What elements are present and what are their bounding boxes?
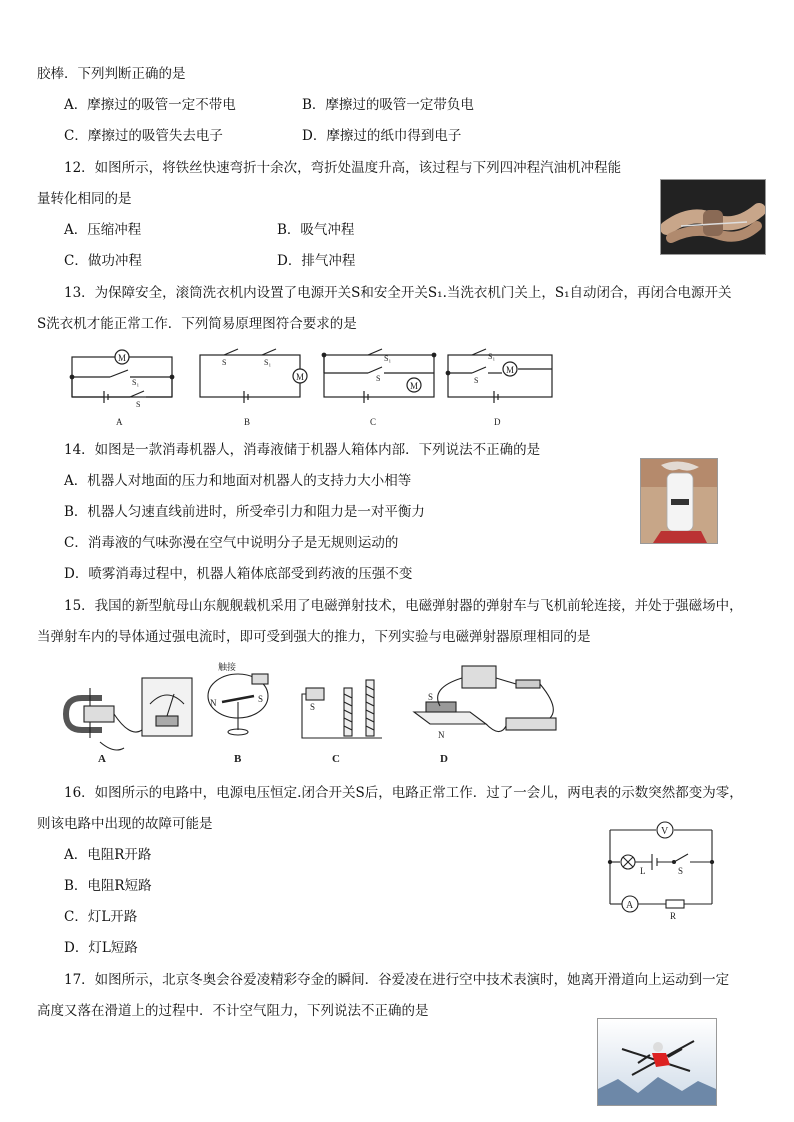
- circuit-d-label: D: [494, 417, 501, 427]
- experiment-c: [302, 680, 382, 765]
- switch-label: S: [678, 866, 684, 876]
- q15-experiment-figures: [60, 658, 560, 766]
- experiment-d-label: D: [440, 753, 448, 765]
- circuit-d-motor-label: M: [506, 365, 515, 375]
- q12-option-a: A．压缩冲程: [64, 222, 142, 238]
- circuit-a-label: A: [116, 417, 123, 427]
- q12-option-b: B．吸气冲程: [277, 222, 355, 238]
- touch-label: 触接: [218, 662, 237, 672]
- experiment-c-s-label: S: [310, 702, 316, 712]
- q16-option-b: B．电阻R短路: [64, 878, 152, 894]
- q11-option-b: B．摩擦过的吸管一定带负电: [302, 97, 474, 113]
- circuit-a-s-label: S: [136, 400, 141, 409]
- circuit-b-s1-label: S₁: [264, 358, 272, 367]
- circuit-c-s-label: S: [376, 374, 381, 383]
- lamp-label: L: [640, 866, 646, 876]
- circuit-c-motor-label: M: [410, 381, 419, 391]
- circuit-d-s-label: S: [474, 376, 479, 385]
- q16-option-a: A．电阻R开路: [64, 847, 152, 863]
- q14-option-a: A．机器人对地面的压力和地面对机器人的支持力大小相等: [64, 473, 412, 489]
- circuit-b-label: B: [244, 417, 251, 427]
- q14-option-d: D．喷雾消毒过程中，机器人箱体底部受到药液的压强不变: [64, 566, 413, 582]
- q11-option-c: C．摩擦过的吸管失去电子: [64, 128, 223, 144]
- experiment-a-label: A: [98, 753, 106, 765]
- circuit-a-s1-label: S₁: [132, 378, 140, 387]
- q16-circuit-diagram: [604, 818, 722, 920]
- q12-stem-line1: 12．如图所示，将铁丝快速弯折十余次，弯折处温度升高，该过程与下列四冲程汽油机冲程能: [64, 160, 622, 176]
- q11-option-d: D．摩擦过的纸巾得到电子: [302, 128, 462, 144]
- disinfection-robot-photo: [640, 458, 718, 544]
- q16-option-d: D．灯L短路: [64, 940, 138, 956]
- circuit-a-motor-label: M: [118, 353, 127, 363]
- q13-stem-line1: 13．为保障安全，滚筒洗衣机内设置了电源开关S和安全开关S₁.当洗衣机门关上，S₁自动闭合，再闭合电源开关: [64, 285, 732, 301]
- q14-stem: 14．如图是一款消毒机器人，消毒液储于机器人箱体内部．下列说法不正确的是: [64, 442, 541, 458]
- experiment-b-n-label: N: [210, 698, 217, 708]
- q14-option-c: C．消毒液的气味弥漫在空气中说明分子是无规则运动的: [64, 535, 399, 551]
- q11-stem-tail: 胶棒．下列判断正确的是: [37, 66, 186, 82]
- circuit-d: [446, 349, 552, 427]
- resistor-label: R: [670, 911, 677, 920]
- experiment-a: [66, 678, 192, 765]
- q16-stem-line1: 16．如图所示的电路中，电源电压恒定.闭合开关S后，电路正常工作．过了一会儿，两电表的示数突然都变为零，: [64, 785, 743, 801]
- resistor-icon: [666, 900, 684, 908]
- voltmeter-label: V: [661, 826, 669, 837]
- circuit-d-s1-label: S₁: [488, 352, 496, 361]
- circuit-a: [70, 350, 174, 427]
- q12-option-d: D．排气冲程: [277, 253, 356, 269]
- experiment-b: [208, 661, 268, 765]
- q12-option-c: C．做功冲程: [64, 253, 142, 269]
- q12-stem-line2: 量转化相同的是: [37, 191, 132, 207]
- experiment-c-label: C: [332, 753, 340, 765]
- experiment-d-n-label: N: [438, 730, 445, 740]
- q17-stem-line1: 17．如图所示，北京冬奥会谷爱凌精彩夺金的瞬间．谷爱凌在进行空中技术表演时，她离开滑道向上运动到一定: [64, 972, 730, 988]
- skier-photo: [597, 1018, 717, 1106]
- experiment-d-s-label: S: [428, 692, 434, 702]
- experiment-d: [414, 666, 556, 765]
- circuit-c: [322, 349, 436, 427]
- q15-stem-line2: 当弹射车内的导体通过强电流时，即可受到强大的推力，下列实验与电磁弹射器原理相同的是: [37, 629, 591, 645]
- circuit-c-s1-label: S₁: [384, 354, 392, 363]
- circuit-b-s-label: S: [222, 358, 227, 367]
- experiment-b-s-label: S: [258, 694, 264, 704]
- circuit-b-motor-label: M: [296, 372, 305, 382]
- circuit-b: [200, 349, 307, 427]
- q17-stem-line2: 高度又落在滑道上的过程中．不计空气阻力，下列说法不正确的是: [37, 1003, 429, 1019]
- q13-stem-line2: S洗衣机才能正常工作．下列简易原理图符合要求的是: [37, 316, 357, 332]
- experiment-b-label: B: [234, 753, 242, 765]
- ammeter-label: A: [626, 900, 634, 911]
- q16-option-c: C．灯L开路: [64, 909, 138, 925]
- q15-stem-line1: 15．我国的新型航母山东舰舰载机采用了电磁弹射技术，电磁弹射器的弹射车与飞机前轮连接，并处于强磁场中，: [64, 598, 743, 614]
- q16-stem-line2: 则该电路中出现的故障可能是: [37, 816, 213, 832]
- wire-bending-photo: [660, 179, 766, 255]
- q14-option-b: B．机器人匀速直线前进时，所受牵引力和阻力是一对平衡力: [64, 504, 425, 520]
- q13-circuit-options: [66, 345, 556, 430]
- circuit-c-label: C: [370, 417, 377, 427]
- q11-option-a: A．摩擦过的吸管一定不带电: [64, 97, 236, 113]
